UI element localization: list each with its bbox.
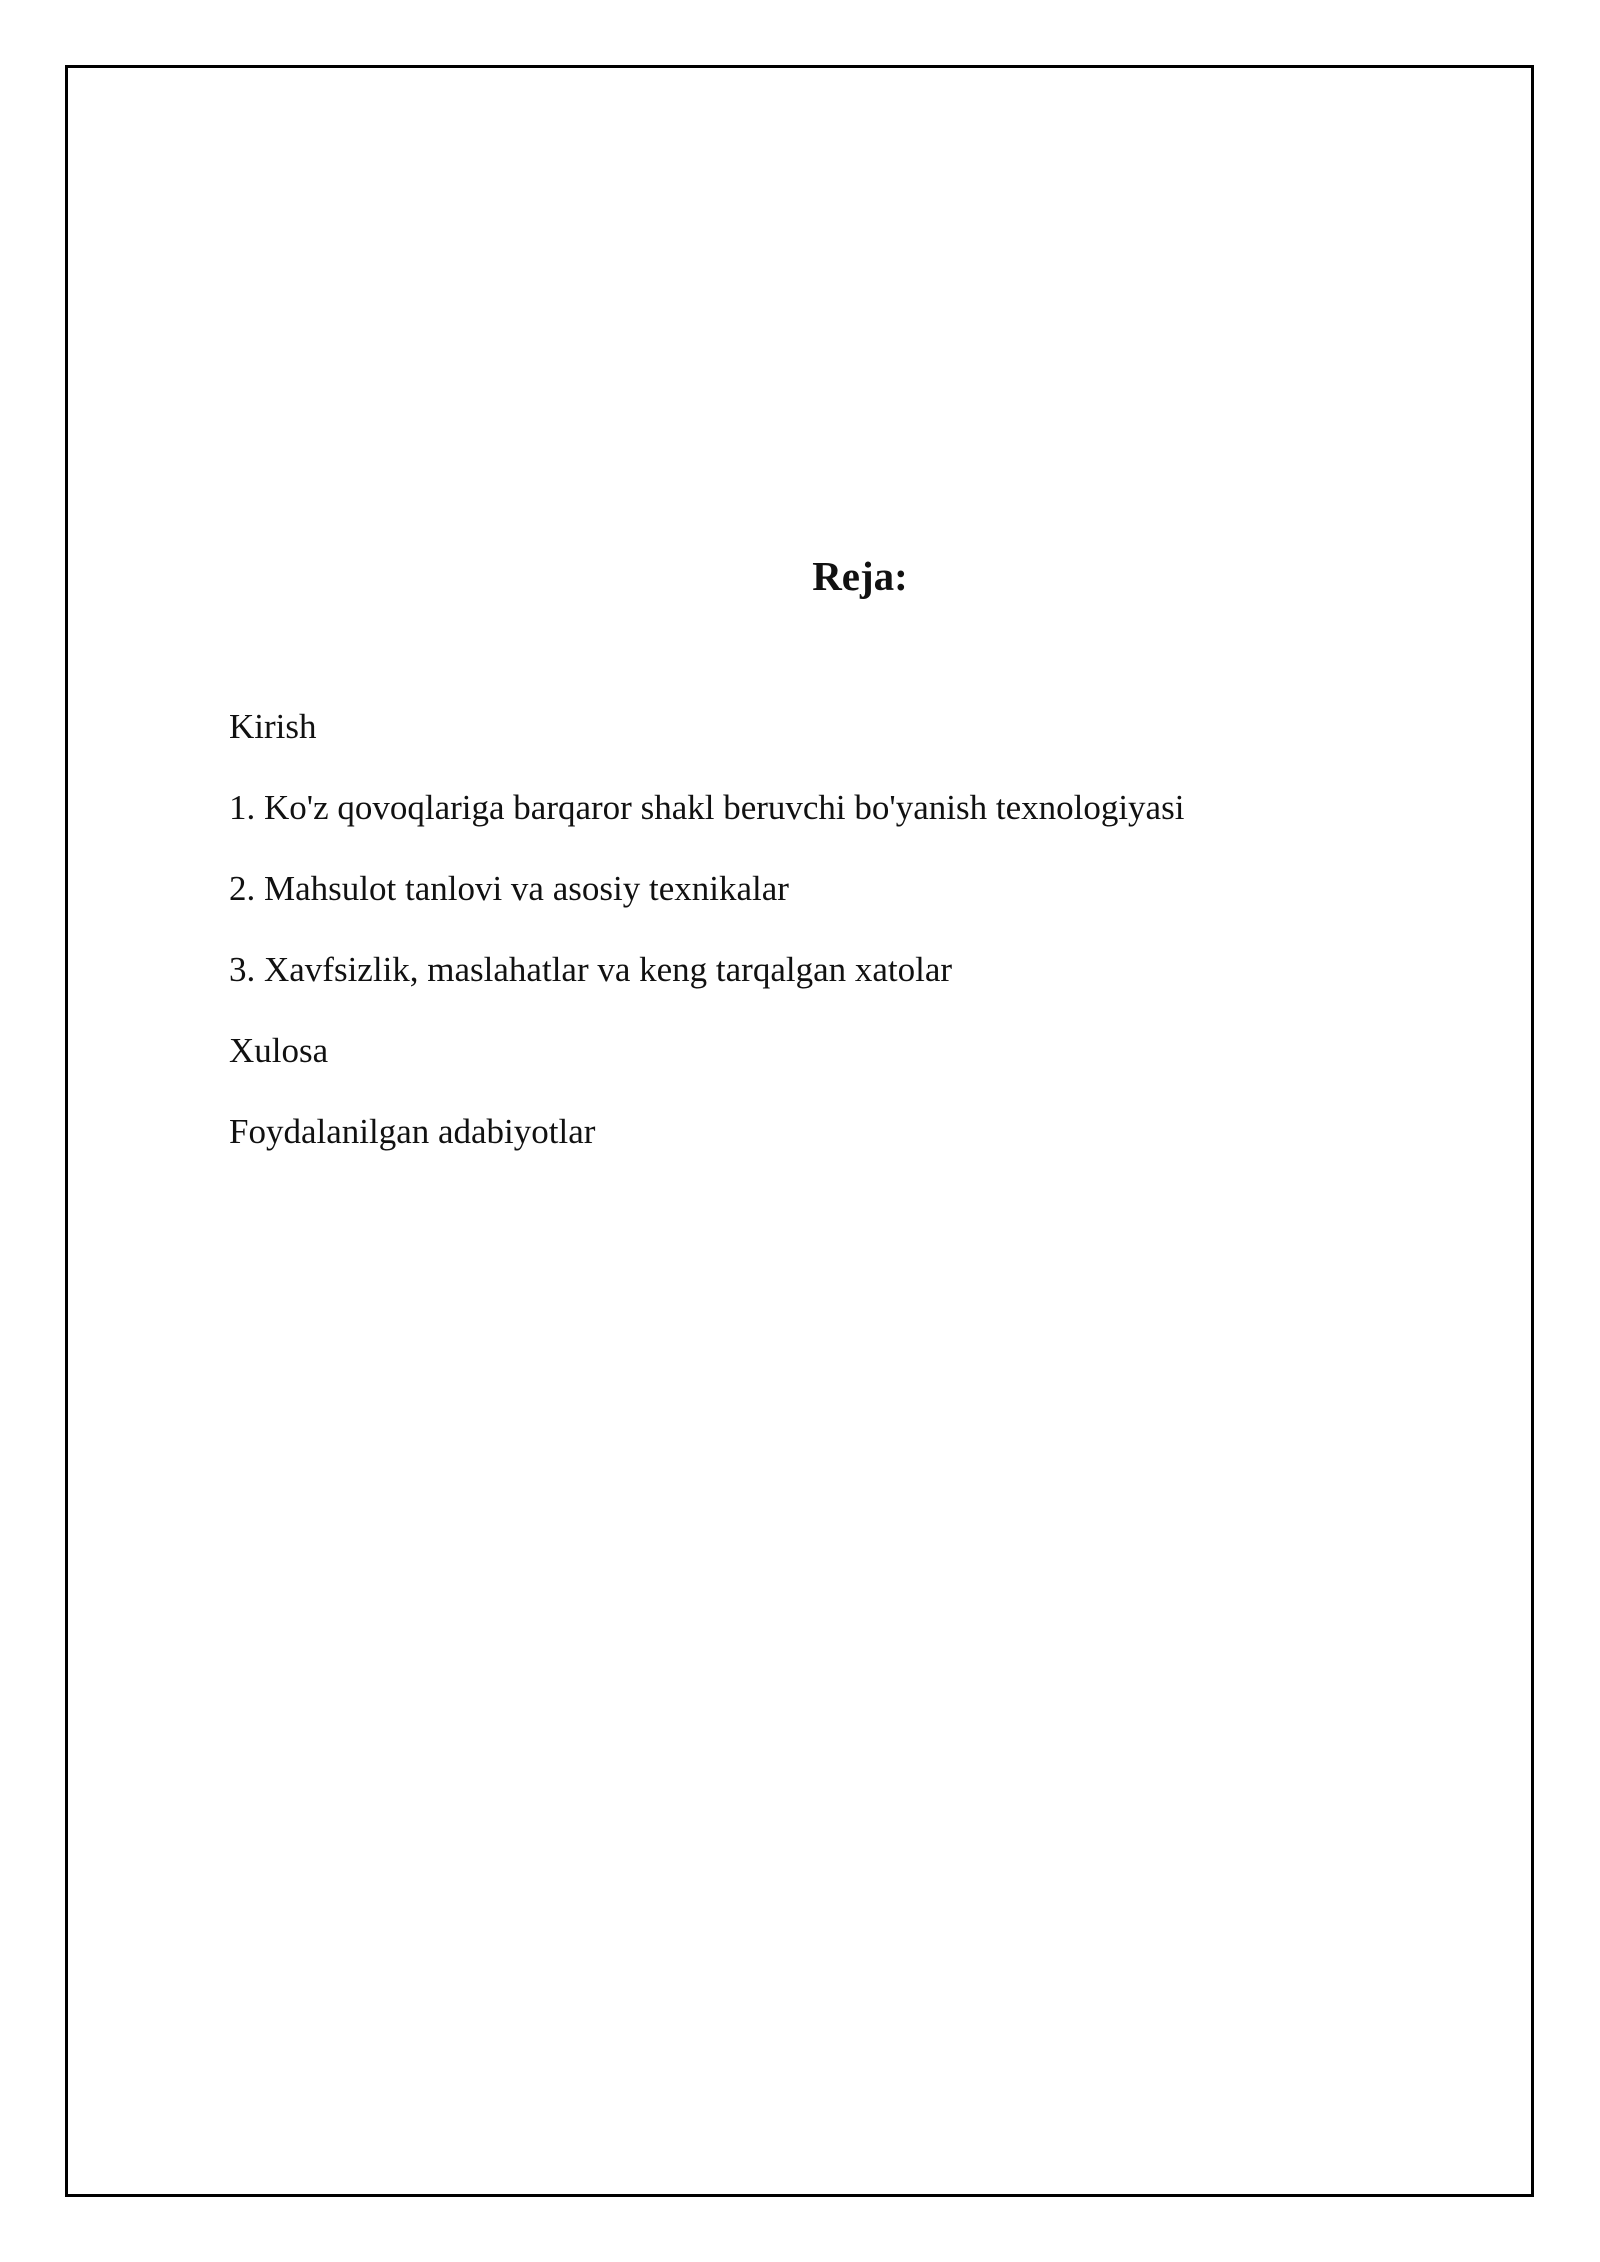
plan-item-2: 2. Mahsulot tanlovi va asosiy texnikalar <box>229 869 789 908</box>
plan-item-3: 3. Xavfsizlik, maslahatlar va keng tarqalgan xatolar <box>229 950 953 989</box>
plan-item-conclusion: Xulosa <box>229 1031 329 1070</box>
page-title: Reja: <box>812 553 908 599</box>
plan-list <box>229 702 1184 1188</box>
plan-item-introduction: Kirish <box>229 707 317 746</box>
plan-item-1: 1. Ko'z qovoqlariga barqaror shakl beruvchi bo'yanish texnologiyasi <box>229 788 1185 827</box>
plan-item-references: Foydalanilgan adabiyotlar <box>229 1112 596 1151</box>
